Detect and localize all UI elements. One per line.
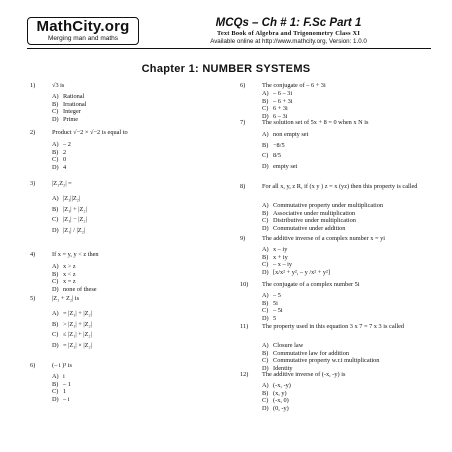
option-text: 8/5 — [273, 152, 282, 160]
option-text: Closure law — [273, 342, 304, 349]
option-letter: C) — [262, 307, 269, 315]
option — [262, 357, 379, 365]
option-letter: A) — [52, 263, 59, 270]
question-text: If x = y, y < z then — [52, 251, 99, 258]
option — [52, 373, 71, 381]
option-letter: B) — [262, 141, 269, 149]
option — [262, 307, 283, 315]
option — [52, 286, 97, 294]
option-letter: A) — [262, 342, 269, 349]
question-text: For all x, y, z R, if (x y ) z = x (yz) then this property is called — [262, 183, 418, 190]
option — [52, 206, 87, 214]
option — [52, 263, 97, 271]
question-text: The solution set of 5x + 8 = 0 when x N is — [262, 119, 369, 126]
question-number: 1) — [30, 82, 36, 89]
option-text: −8/5 — [273, 141, 285, 149]
option-letter: D) — [52, 163, 59, 171]
option — [262, 292, 283, 300]
option-text: 0 — [63, 156, 67, 164]
question-text: The property used in this equation 3 x 7 = 7 x 3 is called — [262, 323, 405, 330]
option — [52, 216, 87, 224]
availability-line: Available online at http://www.mathcity.org, Version: 1.0.0 — [210, 38, 367, 45]
option-letter: A) — [52, 141, 59, 148]
option — [52, 101, 86, 109]
option-letter: B) — [52, 380, 59, 388]
option-letter: D) — [52, 395, 59, 403]
chapter-title: Chapter 1: NUMBER SYSTEMS — [141, 63, 311, 75]
option — [262, 300, 283, 308]
option-text: 1 — [63, 388, 67, 396]
document-title: MCQs – Ch # 1: F.Sc Part 1 — [215, 17, 362, 29]
document-header — [146, 17, 431, 46]
option — [262, 405, 291, 413]
option-letter: C) — [52, 388, 59, 396]
option-text: Identity — [273, 364, 293, 372]
option — [52, 396, 71, 404]
option-text: (-x, -y) — [273, 382, 291, 389]
option-text: = |Z₁| × |Z₂| — [63, 341, 92, 349]
option-text: Rational — [63, 93, 85, 100]
option-letter: D) — [52, 226, 59, 234]
option — [262, 315, 283, 323]
question-number: 3) — [30, 180, 36, 187]
option-text: i — [63, 373, 65, 380]
option-text: = |Z₁| + |Z₂| — [63, 310, 92, 317]
option — [262, 210, 383, 218]
option-letter: D) — [52, 341, 59, 349]
option-letter: C) — [52, 278, 59, 286]
option-text: [x/x² + y², – y /x² + y²] — [273, 268, 330, 276]
option-letter: D) — [52, 115, 59, 123]
option-text: – 1 — [63, 380, 71, 388]
header-rule — [27, 48, 431, 49]
question-number: 5) — [30, 295, 36, 302]
option-letter: B) — [262, 209, 269, 217]
option — [262, 131, 308, 139]
option-letter: A) — [52, 310, 59, 317]
option-text: |Z₁| + |Z₂| — [63, 205, 87, 213]
option-text: x + iy — [273, 253, 288, 261]
option-text: x – iy — [273, 246, 288, 253]
option-text: Integer — [63, 108, 81, 116]
option-text: Distributive under multiplication — [273, 217, 356, 225]
option-text: 2 — [63, 148, 67, 156]
option-letter: B) — [52, 100, 59, 108]
question-number: 8) — [240, 183, 246, 190]
option-text: – i — [63, 395, 70, 403]
question-number: 7) — [240, 119, 246, 126]
option-letter: A) — [262, 131, 269, 138]
option-letter: B) — [52, 148, 59, 156]
option — [262, 269, 330, 277]
option-letter: D) — [262, 364, 269, 372]
option-text: |Z₁| / |Z₂| — [63, 226, 86, 234]
option — [262, 90, 292, 98]
question-number: 9) — [240, 235, 246, 242]
question-number: 11) — [240, 323, 249, 330]
option-letter: A) — [262, 382, 269, 389]
option — [52, 278, 97, 286]
option — [52, 342, 92, 350]
option — [262, 397, 291, 405]
option — [262, 246, 330, 254]
option — [262, 202, 383, 210]
option-text: x = z — [63, 278, 76, 286]
option — [52, 141, 71, 149]
option-text: |Z₁||Z₂| — [63, 195, 81, 202]
option-text: (0, -y) — [273, 404, 289, 412]
option-text: > |Z₁| + |Z₂| — [63, 320, 92, 328]
document-subtitle: Text Book of Algebra and Trigonometry Class XI — [216, 30, 361, 37]
question-text: The additive inverse of (-x, -y) is — [262, 371, 346, 378]
option — [52, 195, 87, 203]
option-letter: C) — [262, 261, 269, 269]
mathcity-logo — [27, 17, 139, 45]
option-text: Commutative property under multiplication — [273, 202, 383, 209]
option — [262, 261, 330, 269]
option-text: non empty set — [273, 131, 309, 138]
option-letter: B) — [52, 320, 59, 328]
option — [262, 342, 379, 350]
option — [52, 156, 71, 164]
option — [262, 152, 308, 160]
question-number: 6) — [240, 82, 246, 89]
question-number: 4) — [30, 251, 36, 258]
option — [52, 271, 97, 279]
option-letter: B) — [262, 97, 269, 105]
option-text: 5i — [273, 299, 278, 307]
option-letter: D) — [262, 268, 269, 276]
option-letter: C) — [52, 216, 59, 224]
option — [52, 149, 71, 157]
option — [52, 93, 86, 101]
option-text: – 5 — [273, 292, 281, 299]
option — [52, 381, 71, 389]
option-text: Irrational — [63, 100, 87, 108]
question-text: √3 is — [52, 82, 65, 89]
question-number: 10) — [240, 281, 249, 288]
logo-tagline: Merging man and maths — [47, 35, 119, 42]
option — [262, 98, 292, 106]
option-letter: D) — [262, 112, 269, 120]
question-text: (– i )³ is — [52, 362, 72, 369]
option-letter: B) — [262, 253, 269, 261]
logo-text: MathCity.org — [36, 18, 130, 35]
option — [262, 105, 292, 113]
option-text: – 2 — [63, 141, 71, 148]
question-text: The conjugate of – 6 + 3i — [262, 82, 326, 89]
option-text: Commutative property w.r.t multiplication — [273, 357, 380, 365]
option-text: (x, y) — [273, 389, 287, 397]
option-letter: C) — [52, 156, 59, 164]
question-text: The additive inverse of a complex number x = yi — [262, 235, 385, 242]
option-letter: A) — [52, 93, 59, 100]
question-text: Product √−2 × √−2 is equal to — [52, 129, 128, 136]
option-letter: A) — [262, 246, 269, 253]
option — [52, 310, 92, 318]
question-number: 6) — [30, 362, 36, 369]
option-letter: D) — [262, 224, 269, 232]
option-text: x < z — [63, 270, 76, 278]
option — [52, 116, 86, 124]
option — [262, 142, 308, 150]
option-letter: D) — [262, 404, 269, 412]
option — [262, 382, 291, 390]
option — [52, 331, 92, 339]
option-letter: C) — [262, 397, 269, 405]
option — [52, 321, 92, 329]
option-letter: A) — [52, 373, 59, 380]
option-letter: D) — [262, 314, 269, 322]
option-letter: B) — [262, 299, 269, 307]
option-text: ≤ |Z₁| + |Z₂| — [63, 331, 92, 339]
option — [262, 225, 383, 233]
question-text: The conjugate of a complex number 5i — [262, 281, 360, 288]
question-text: |Z₁ + Z₂| is — [52, 295, 80, 302]
option-text: – 5i — [273, 307, 283, 315]
option — [52, 227, 87, 235]
option — [262, 390, 291, 398]
option-letter: B) — [52, 270, 59, 278]
option-letter: C) — [52, 331, 59, 339]
option-text: – 6 + 3i — [273, 97, 293, 105]
option-letter: B) — [262, 389, 269, 397]
option-letter: A) — [52, 195, 59, 202]
option-text: (-x, 0) — [273, 397, 289, 405]
option-letter: C) — [52, 108, 59, 116]
option — [52, 388, 71, 396]
option-text: |Z₁| − |Z₂| — [63, 216, 87, 224]
option-text: – x – iy — [273, 261, 293, 269]
question-number: 12) — [240, 371, 249, 378]
option-letter: D) — [52, 285, 59, 293]
option — [52, 108, 86, 116]
option-letter: A) — [262, 292, 269, 299]
option-letter: D) — [262, 162, 269, 170]
option-text: 6 – 3i — [273, 112, 288, 120]
option-text: Associative under multiplication — [273, 209, 356, 217]
option-letter: B) — [262, 349, 269, 357]
option-letter: A) — [262, 202, 269, 209]
option-text: empty set — [273, 162, 298, 170]
option-letter: A) — [262, 90, 269, 97]
question-text: |Z₁Z₂| = — [52, 180, 72, 187]
option-text: 6 + 3i — [273, 105, 288, 113]
option — [262, 350, 379, 358]
option — [262, 163, 308, 171]
option-text: none of these — [63, 285, 97, 293]
option-text: – 6 – 3i — [273, 90, 293, 97]
option-letter: B) — [52, 205, 59, 213]
option-letter: C) — [262, 357, 269, 365]
option-text: x > z — [63, 263, 76, 270]
option — [262, 217, 383, 225]
question-number: 2) — [30, 129, 36, 136]
option-letter: C) — [262, 217, 269, 225]
option-text: Prime — [63, 115, 79, 123]
option-text: 5 — [273, 314, 277, 322]
option-letter: C) — [262, 105, 269, 113]
option — [52, 164, 71, 172]
option-text: 4 — [63, 163, 67, 171]
option-text: Commutative under addition — [273, 224, 346, 232]
option-text: Commutative law for addition — [273, 349, 350, 357]
option — [262, 254, 330, 262]
option-letter: C) — [262, 152, 269, 160]
